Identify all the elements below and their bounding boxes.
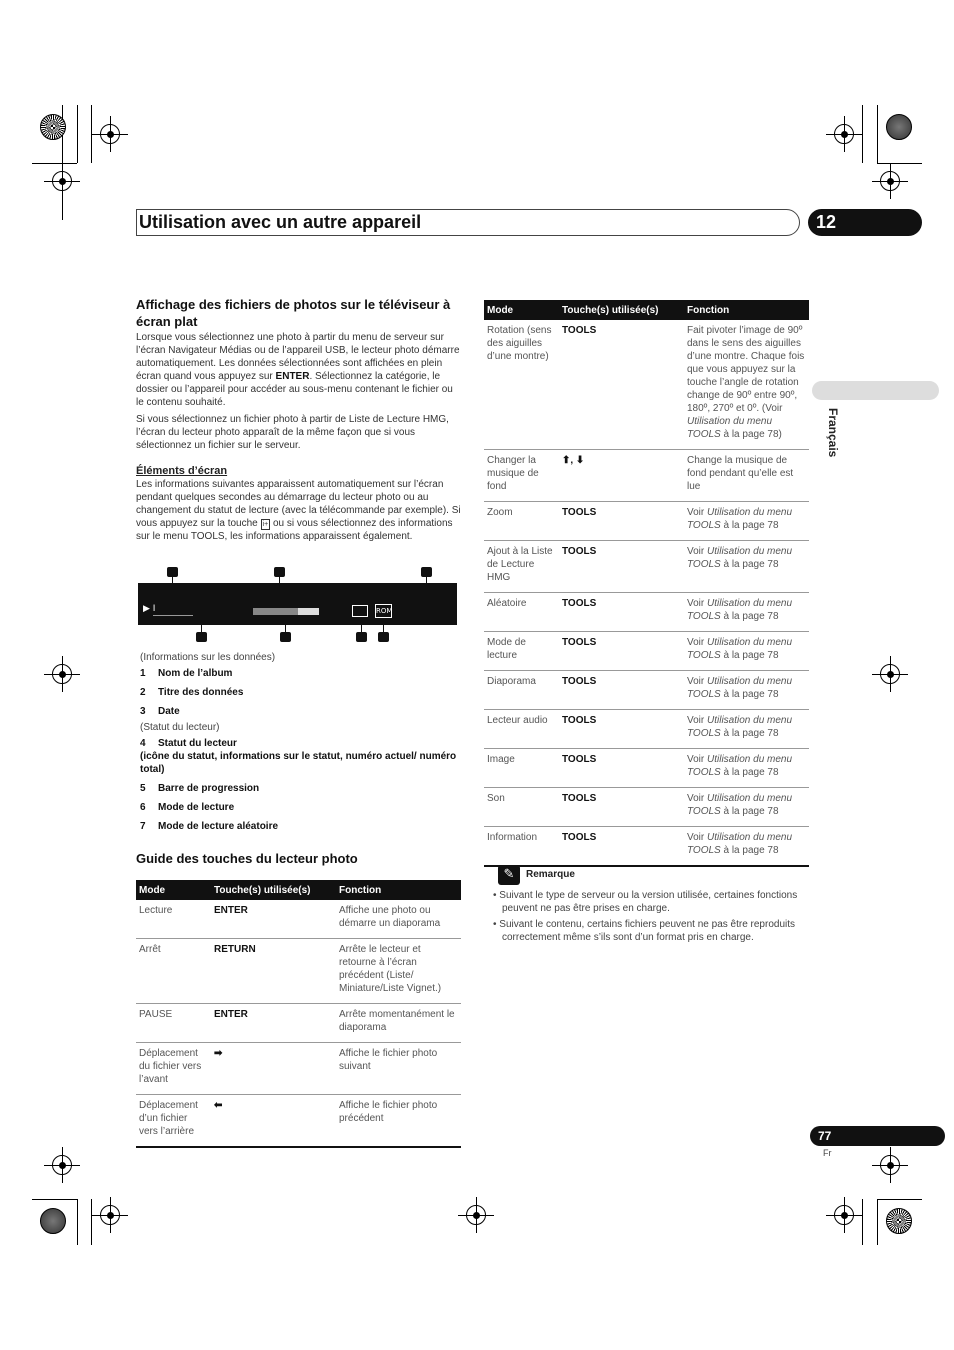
table-row: Déplacement du fichier vers l’avant ➡ Affiche le fichier photo suivant	[136, 1043, 461, 1095]
crosshair-mark	[880, 1155, 900, 1175]
list-item: 3 Date	[140, 706, 180, 717]
table-row: Image TOOLS Voir Utilisation du menu TOOLS à la page 78	[484, 749, 809, 788]
element-list	[140, 651, 460, 833]
paragraph: Si vous sélectionnez un fichier photo à partir de Liste de Lecture HMG, l’écran du lecteur photo apparaît de la même façon que si vous sélectionnez un fichier sur le serveur.	[136, 414, 449, 451]
section-title-photo-display: Affichage des fichiers de photos sur le téléviseur à écran plat	[136, 297, 451, 329]
table-row: Déplacement d’un fichier vers l’arrière ⬅ Affiche le fichier photo précédent	[136, 1095, 461, 1148]
crosshair-mark	[466, 1205, 486, 1225]
crosshair-mark	[834, 1205, 854, 1225]
language-tab	[812, 381, 939, 400]
list-item: 7 Mode de lecture aléatoire	[140, 821, 279, 832]
paragraph: Lorsque vous sélectionnez une photo à partir du menu de serveur sur l’écran Navigateur Médias ou de l’appareil USB, le lecteur photo démarre automatiquement. Les données sélectionnées sont affichées en plein écran quand vous appuyez sur ENTER. Sélectionnez la catégorie, le dossier ou l’appareil pour accéder au sous-menu contenant le fichier ou le contenu souhaité.	[136, 332, 460, 408]
arrow-up-down-icon: ⬆, ⬇	[559, 450, 684, 502]
column-header: Fonction	[684, 300, 809, 320]
osd-bar	[138, 583, 457, 625]
crosshair-mark	[52, 1155, 72, 1175]
list-item: 2 Titre des données	[140, 687, 244, 698]
page-language: Fr	[823, 1148, 832, 1158]
column-header: Touche(s) utilisée(s)	[211, 880, 336, 900]
language-label: Français	[826, 408, 840, 458]
section-title-key-guide: Guide des touches du lecteur photo	[136, 851, 358, 866]
left-column	[136, 296, 461, 543]
table-row: Arrêt RETURN Arrête le lecteur et retourne à l’écran précédent (Liste/ Miniature/Liste Vignet.)	[136, 939, 461, 1004]
crosshair-mark	[52, 171, 72, 191]
list-item: 1 Nom de l’album	[140, 668, 233, 679]
random-mode-icon: ROM	[375, 604, 392, 618]
list-note: (Statut du lecteur)	[140, 722, 220, 733]
table-row: Ajout à la Liste de Lecture HMG TOOLS Voir Utilisation du menu TOOLS à la page 78	[484, 541, 809, 593]
list-item: 6 Mode de lecture	[140, 802, 235, 813]
paragraph: Les informations suivantes apparaissent automatiquement sur l’écran pendant quelques secondes au démarrage du lecteur photo ou au changement du statut de lecture (avec la télécommande par exemple). Si vous appuyez sur la touche i+ ou si vous sélectionnez des informations sur le menu TOOLS, les informations apparaissent également.	[136, 479, 461, 542]
sunburst-mark-bottom-left	[40, 1208, 66, 1234]
column-header: Mode	[136, 880, 211, 900]
sunburst-mark-bottom-right	[886, 1208, 912, 1234]
page-number: 77	[810, 1126, 945, 1146]
list-item: 4 Statut du lecteur	[140, 738, 237, 749]
play-status-icon: ▶ I	[143, 604, 156, 614]
crosshair-mark	[100, 124, 120, 144]
table-row: Lecture ENTER Affiche une photo ou démarre un diaporama	[136, 900, 461, 939]
column-header: Mode	[484, 300, 559, 320]
table-row: PAUSE ENTER Arrête momentanément le diaporama	[136, 1004, 461, 1043]
note-item: • Suivant le contenu, certains fichiers peuvent ne pas être reproduits correctement même s’ils sont d’un format pris en charge.	[493, 919, 796, 943]
arrow-right-icon: ➡	[211, 1043, 336, 1095]
table-row: Changer la musique de fond ⬆, ⬇ Change la musique de fond pendant qu’elle est lue	[484, 450, 809, 502]
arrow-left-icon: ⬅	[211, 1095, 336, 1148]
table-row: Son TOOLS Voir Utilisation du menu TOOLS à la page 78	[484, 788, 809, 827]
table-row: Lecteur audio TOOLS Voir Utilisation du menu TOOLS à la page 78	[484, 710, 809, 749]
table-row: Diaporama TOOLS Voir Utilisation du menu TOOLS à la page 78	[484, 671, 809, 710]
pencil-note-icon: ✎	[498, 865, 520, 885]
sunburst-mark-top-right	[886, 114, 912, 140]
note-list	[493, 889, 807, 947]
crosshair-mark	[52, 664, 72, 684]
crosshair-mark	[834, 124, 854, 144]
table-row: Rotation (sens des aiguilles d’une montre) TOOLS Fait pivoter l’image de 90º dans le sens des aiguilles d’une montre. Chaque fois que vous appuyez sur la touche l’angle de rotation change de 90º entre 90º, 180º, 270º et 0º. (Voir Utilisation du menu TOOLS à la page 78)	[484, 320, 809, 450]
subsection-title-screen-elements: Éléments d’écran	[136, 465, 228, 477]
crosshair-mark	[100, 1205, 120, 1225]
column-header: Fonction	[336, 880, 461, 900]
table-row: Information TOOLS Voir Utilisation du menu TOOLS à la page 78	[484, 827, 809, 867]
note-title: Remarque	[526, 869, 575, 880]
table-row: Mode de lecture TOOLS Voir Utilisation du menu TOOLS à la page 78	[484, 632, 809, 671]
chapter-title: Utilisation avec un autre appareil	[139, 212, 422, 232]
note-item: • Suivant le type de serveur ou la version utilisée, certaines fonctions peuvent ne pas être prises en charge.	[493, 890, 798, 914]
crosshair-mark	[880, 664, 900, 684]
list-item: 5 Barre de progression	[140, 783, 260, 794]
list-item-detail: (icône du statut, informations sur le statut, numéro actuel/ numéro total)	[140, 751, 457, 775]
column-header: Touche(s) utilisée(s)	[559, 300, 684, 320]
chapter-number: 12	[808, 209, 922, 236]
progress-bar	[253, 608, 319, 615]
progress-bar-fill	[253, 608, 298, 615]
info-key-icon: i+	[262, 521, 269, 528]
table-row: Zoom TOOLS Voir Utilisation du menu TOOLS à la page 78	[484, 502, 809, 541]
tools-table	[484, 300, 809, 867]
sunburst-mark-top-left	[40, 114, 66, 140]
table-row: Aléatoire TOOLS Voir Utilisation du menu TOOLS à la page 78	[484, 593, 809, 632]
play-mode-icon	[352, 605, 368, 617]
key-guide-table	[136, 880, 461, 1148]
crosshair-mark	[880, 171, 900, 191]
list-note: (Informations sur les données)	[140, 652, 276, 663]
